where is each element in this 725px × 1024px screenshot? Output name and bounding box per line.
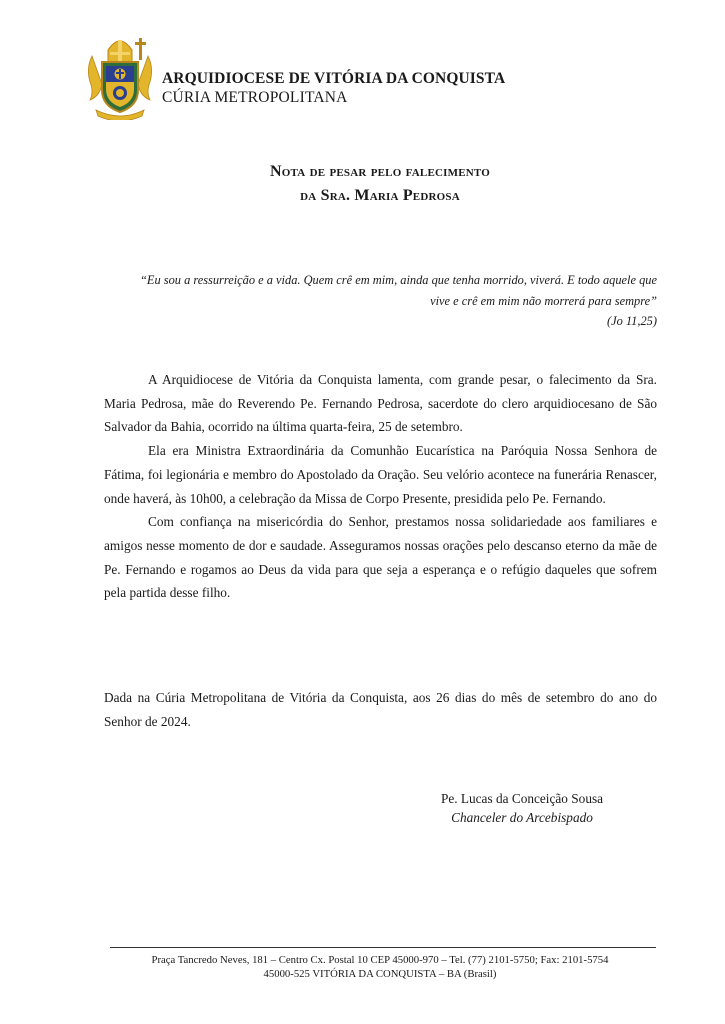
footer-divider	[110, 947, 656, 948]
title-line-2: da Sra. Maria Pedrosa	[300, 187, 460, 204]
paragraph-2: Ela era Ministra Extraordinária da Comunhão Eucarística na Paróquia Nossa Senhora de Fátima, foi legionária e membro do Apostolado da Oração. Seu velório acontece na funerária Renascer, onde haverá, às 10h00, a celebração da Missa de Corpo Presente, presidida pelo Pe. Fernando.	[104, 443, 657, 506]
document-title	[0, 160, 725, 208]
footer-address	[60, 953, 700, 981]
epigraph-text: “Eu sou a ressurreição e a vida. Quem crê em mim, ainda que tenha morrido, viverá. E todo aquele que vive e crê em mim não morrerá para sempre”	[140, 273, 657, 308]
footer-line-2: 45000-525 VITÓRIA DA CONQUISTA – BA (Brasil)	[263, 968, 497, 980]
paragraph-3: Com confiança na misericórdia do Senhor, prestamos nossa solidariedade aos familiares e amigos nesse momento de dor e saudade. Asseguramos nossas orações pelo descanso eterno da mãe de Pe. Fernando e rogamos ao Deus da vida para que seja a esperança e o refúgio daqueles que sofrem pela partida desse filho.	[104, 514, 657, 601]
signature-block	[432, 789, 612, 827]
org-name: ARQUIDIOCESE DE VITÓRIA DA CONQUISTA	[162, 70, 506, 87]
signer-name: Pe. Lucas da Conceição Sousa	[440, 791, 604, 806]
paragraph-1: A Arquidiocese de Vitória da Conquista lamenta, com grande pesar, o falecimento da Sra. Maria Pedrosa, mãe do Reverendo Pe. Fernando Pedrosa, sacerdote do clero arquidiocesano de São Salvador da Bahia, ocorrido na última quarta-feira, 25 de setembro.	[104, 372, 657, 435]
epigraph-citation: (Jo 11,25)	[606, 314, 657, 328]
dated-line: Dada na Cúria Metropolitana de Vitória da Conquista, aos 26 dias do mês de setembro do ano do Senhor de 2024.	[104, 690, 657, 729]
org-subtitle: CÚRIA METROPOLITANA	[162, 89, 348, 106]
letterhead	[162, 69, 505, 107]
title-line-1: Nota de pesar pelo falecimento	[270, 163, 490, 180]
coat-of-arms	[84, 34, 156, 120]
signer-role: Chanceler do Arcebispado	[451, 810, 593, 825]
epigraph	[137, 270, 657, 332]
letter-body	[104, 368, 657, 605]
footer-line-1: Praça Tancredo Neves, 181 – Centro Cx. Postal 10 CEP 45000-970 – Tel. (77) 2101-5750; Fax: 2101-5754	[151, 954, 609, 966]
coat-of-arms-icon	[84, 34, 156, 120]
